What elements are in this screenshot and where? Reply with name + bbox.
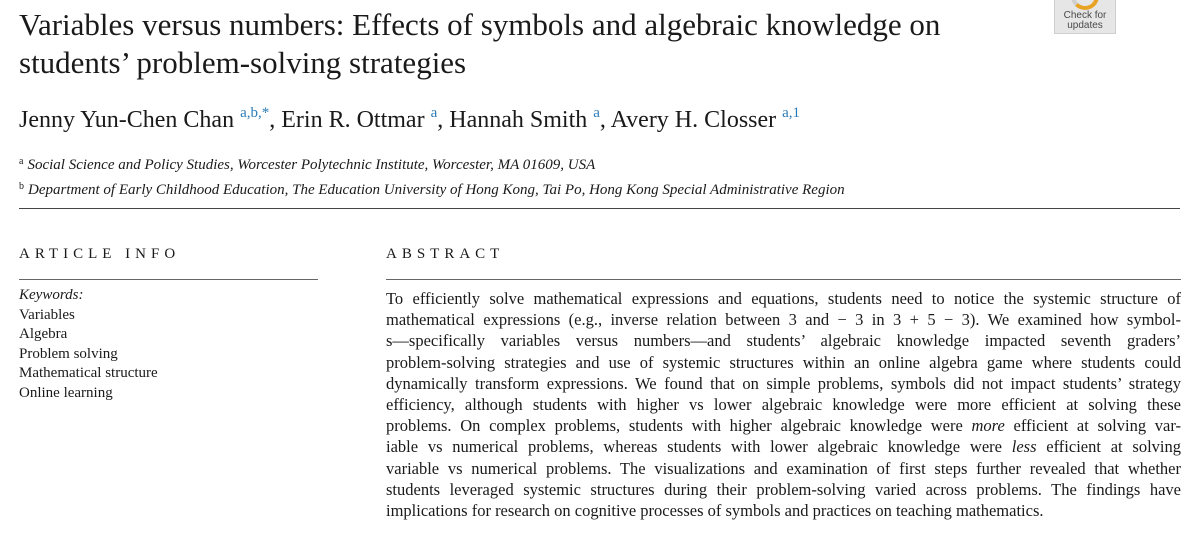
author[interactable]	[611, 107, 800, 133]
affiliation-list	[19, 151, 845, 201]
abstract-heading: ABSTRACT	[386, 246, 505, 262]
article-title: Variables versus numbers: Effects of symbols and algebraic knowledge on students’ problem-solving strategies	[19, 7, 941, 80]
author-name: Hannah Smith	[449, 107, 588, 133]
abstract-line: variable vs numerical problems. The visualizations and examination of first steps further revealed that whether	[386, 458, 1181, 478]
badge-text	[1055, 11, 1115, 31]
badge-line-2: updates	[1067, 20, 1103, 31]
author-affiliation-marks[interactable]: a,b,*	[240, 105, 270, 121]
abstract-line: students leveraged systemic structures during their problem-solving varied across problems. The findings have	[386, 479, 1181, 499]
badge-line-1: Check for	[1063, 10, 1107, 21]
affiliation-mark: b	[19, 181, 24, 192]
abstract-line: implications for research on cognitive processes of symbols and practices on teaching mathematics.	[386, 501, 1044, 521]
abstract-line: mathematical expressions (e.g., inverse relation between 3 and − 3 in 3 + 5 − 3). We examined how symbol-	[386, 310, 1181, 330]
author[interactable]	[19, 107, 281, 133]
abstract-line: dynamically transform expressions. We found that on simple problems, symbols did not impact students’ strategy	[386, 373, 1181, 393]
author-name: Avery H. Closser	[610, 107, 777, 133]
check-for-updates-badge[interactable]	[1054, 0, 1116, 34]
abstract-line: s—specifically variables versus numbers—and students’ algebraic knowledge impacted seventh graders’	[386, 331, 1181, 351]
keyword-item: Problem solving	[19, 345, 118, 362]
keyword-item: Variables	[19, 306, 75, 323]
affiliation-text: Social Science and Policy Studies, Worcester Polytechnic Institute, Worcester, MA 01609, USA	[27, 157, 596, 173]
header-divider	[19, 208, 1180, 209]
abstract-text	[386, 288, 1181, 521]
abstract-line: To efficiently solve mathematical expressions and equations, students need to notice the systemic structure of	[386, 289, 1181, 308]
abstract-line: problems. On complex problems, students with higher algebraic knowledge were more efficient at solving var-	[386, 416, 1181, 436]
author[interactable]	[281, 107, 449, 133]
author[interactable]	[449, 107, 610, 133]
keyword-item: Algebra	[19, 326, 68, 342]
article-info-heading: ARTICLE INFO	[19, 246, 181, 262]
abstract-divider	[386, 279, 1181, 280]
article-info-divider	[19, 279, 318, 280]
emphasis-text: more	[971, 416, 1005, 436]
affiliation-text: Department of Early Childhood Education, The Education University of Hong Kong, Tai Po, Hong Kong Special Administrative Region	[28, 182, 845, 198]
author-name: Jenny Yun-Chen Chan	[19, 107, 235, 133]
emphasis-text: less	[1011, 437, 1037, 457]
author-affiliation-marks[interactable]: a	[593, 105, 600, 121]
author-list	[19, 105, 800, 135]
abstract-line: iable vs numerical problems, whereas students with lower algebraic knowledge were less efficient at solving	[386, 437, 1181, 457]
keywords-label: Keywords:	[19, 287, 84, 303]
keyword-item: Mathematical structure	[19, 365, 158, 381]
author-name: Erin R. Ottmar	[281, 107, 425, 133]
affiliation-item	[19, 151, 845, 176]
author-separator: ,	[599, 107, 611, 133]
update-ring-icon	[1071, 0, 1099, 10]
abstract-line: efficiency, although students with higher vs lower algebraic knowledge were more efficient at solving these	[386, 395, 1181, 415]
keyword-item: Online learning	[19, 384, 113, 401]
affiliation-mark: a	[19, 156, 24, 167]
abstract-line: problem-solving strategies and use of systemic structures within an online algebra game where students could	[386, 352, 1181, 372]
affiliation-item	[19, 176, 845, 201]
author-affiliation-marks[interactable]: a	[430, 105, 438, 121]
author-separator: ,	[437, 107, 450, 133]
keywords-block	[19, 286, 158, 403]
author-affiliation-marks[interactable]: a,1	[782, 105, 801, 121]
author-separator: ,	[269, 107, 282, 133]
